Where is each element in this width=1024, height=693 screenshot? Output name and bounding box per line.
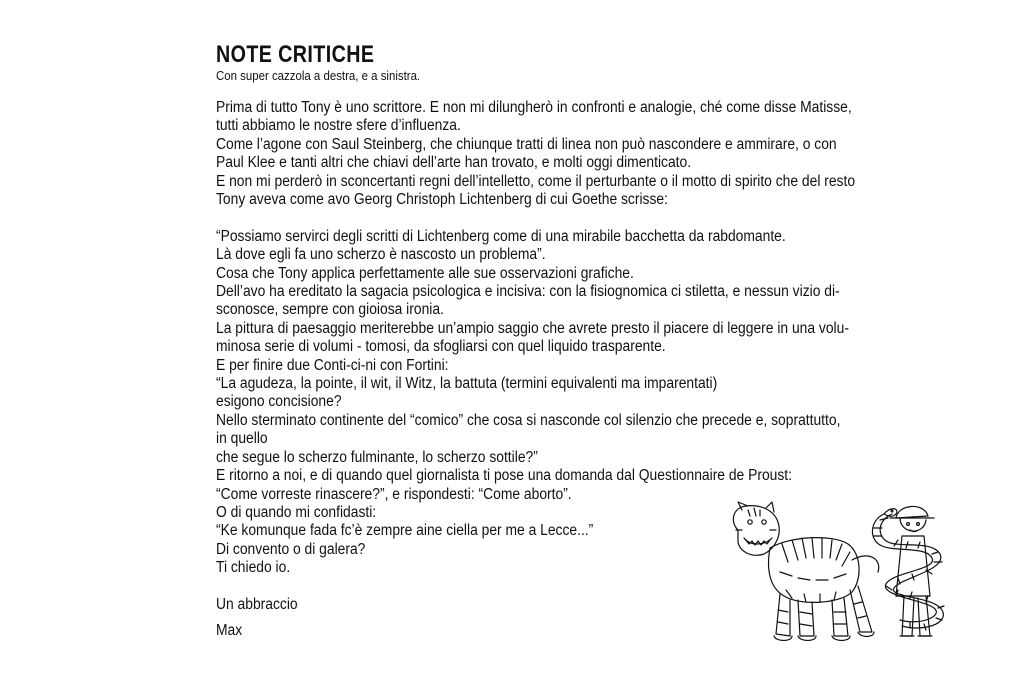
page-title: NOTE CRITICHE	[216, 41, 375, 68]
page-subtitle: Con super cazzola a destra, e a sinistra.	[216, 68, 421, 83]
body-line: Di convento o di galera?	[216, 540, 366, 558]
body-line: Dell’avo ha ereditato la sagacia psicologica e incisiva: con la fisiognomica ci stiletta, e nessun vizio di-	[216, 283, 840, 301]
body-line: O di quando mi confidasti:	[216, 503, 377, 521]
body-line: E non mi perderò in sconcertanti regni dell’intelletto, come il perturbante o il motto di spirito che del resto	[216, 172, 856, 190]
body-line: La pittura di paesaggio meriterebbe un’ampio saggio che avrete presto il piacere di leggere in una volu-	[216, 319, 849, 337]
body-line: Cosa che Tony applica perfettamente alle sue osservazioni grafiche.	[216, 264, 634, 282]
tiger-icon	[733, 502, 878, 641]
snake-icon	[872, 509, 944, 630]
body-line: Tony aveva come avo Georg Christoph Lichtenberg di cui Goethe scrisse:	[216, 191, 668, 209]
body-line: “Ke komunque fada fc’è zempre aine ciella per me a Lecce...”	[216, 522, 594, 540]
tiger-and-explorer-drawing-icon	[720, 500, 965, 650]
body-line: Là dove egli fa uno scherzo è nascosto un problema”.	[216, 246, 546, 264]
body-line: Paul Klee e tanti altri che chiavi dell’arte han trovato, e molti oggi dimenticato.	[216, 154, 692, 172]
body-line: “La agudeza, la pointe, il wit, il Witz, la battuta (termini equivalenti ma imparentati)	[216, 375, 718, 393]
signature-line: Max	[216, 622, 243, 640]
body-line: E per finire due Conti-ci-ni con Fortini:	[216, 356, 449, 374]
body-line: esigono concisione?	[216, 393, 342, 411]
body-line: Come l’agone con Saul Steinberg, che chiunque tratti di linea non può nascondere e ammirare, o con	[216, 135, 837, 153]
body-line: E ritorno a noi, e di quando quel giornalista ti pose una domanda dal Questionnaire de Proust:	[216, 467, 792, 485]
body-line: Nello sterminato continente del “comico” che cosa si nasconde col silenzio che precede e, soprattutto,	[216, 411, 841, 429]
body-line: in quello	[216, 430, 268, 448]
body-line: che segue lo scherzo fulminante, lo scherzo sottile?”	[216, 448, 538, 466]
body-line: minosa serie di volumi - tomosi, da sfogliarsi con quel liquido trasparente.	[216, 338, 666, 356]
paragraph-break	[216, 209, 926, 227]
body-line: tutti abbiamo le nostre sfere d’influenza.	[216, 117, 461, 135]
body-line: “Possiamo servirci degli scritti di Lichtenberg come di una mirabile bacchetta da rabdomante.	[216, 227, 786, 245]
closing-line: Un abbraccio	[216, 595, 298, 613]
body-line: “Come vorreste rinascere?”, e rispondesti: “Come aborto”.	[216, 485, 572, 503]
body-line: Prima di tutto Tony è uno scrittore. E non mi dilungherò in confronti e analogie, ché come disse Matisse,	[216, 99, 852, 116]
body-line: Ti chiedo io.	[216, 559, 291, 577]
body-line: sconosce, sempre con gioiosa ironia.	[216, 301, 444, 319]
